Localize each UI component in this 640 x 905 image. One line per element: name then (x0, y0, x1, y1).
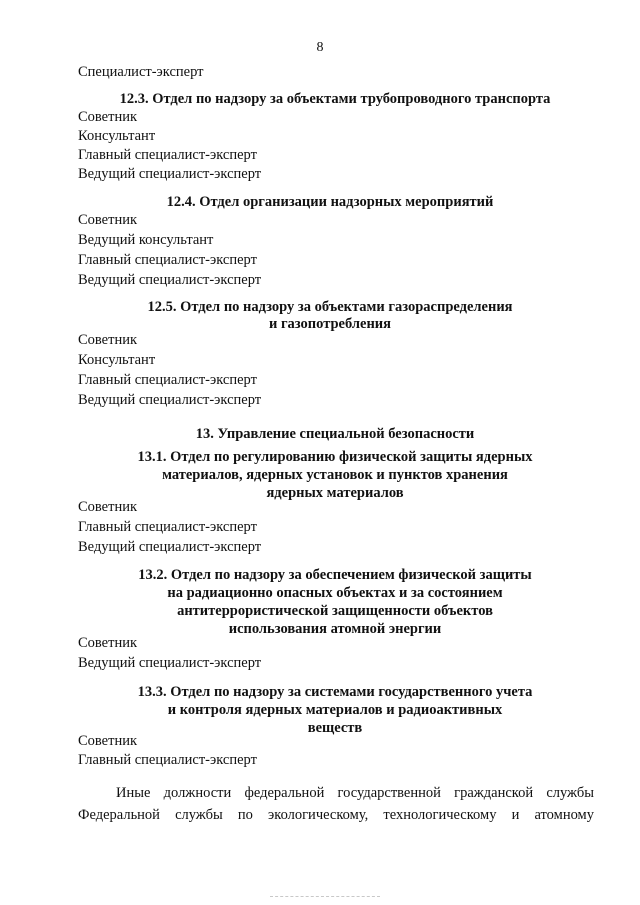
department-heading: 13. Управление специальной безопасности (195, 426, 475, 442)
position-item: Ведущий специалист-эксперт (78, 272, 262, 288)
section-heading: 13.1. Отдел по регулированию физической защиты ядерных (137, 449, 533, 465)
section-heading: 12.5. Отдел по надзору за объектами газораспределения (147, 299, 513, 315)
section-heading-cont: антитеррористической защищенности объектов (177, 603, 493, 619)
section-heading: 13.2. Отдел по надзору за обеспечением физической защиты (138, 567, 532, 583)
paragraph-line: Иные должности федеральной государственной гражданской службы (116, 785, 594, 801)
position-item: Советник (78, 733, 138, 749)
closing-paragraph (78, 782, 594, 826)
position-item: Советник (78, 499, 138, 515)
position-item: Главный специалист-эксперт (78, 519, 257, 535)
page-number: 8 (316, 40, 324, 55)
section-heading: 12.4. Отдел организации надзорных мероприятий (166, 194, 494, 210)
position-item: Советник (78, 635, 138, 651)
position-item: Главный специалист-эксперт (78, 752, 257, 768)
position-item: Ведущий специалист-эксперт (78, 655, 262, 671)
position-item: Ведущий специалист-эксперт (78, 166, 262, 182)
position-item: Главный специалист-эксперт (78, 372, 257, 388)
section-heading-cont: материалов, ядерных установок и пунктов хранения (162, 467, 508, 483)
section-heading-cont: использования атомной энергии (228, 621, 442, 637)
section-heading: 13.3. Отдел по надзору за системами государственного учета (137, 684, 533, 700)
section-heading: 12.3. Отдел по надзору за объектами трубопроводного транспорта (119, 91, 551, 107)
position-item: Главный специалист-эксперт (78, 252, 257, 268)
position-item: Специалист-эксперт (78, 64, 204, 80)
section-heading-cont: и контроля ядерных материалов и радиоактивных (167, 702, 503, 718)
section-heading-cont: веществ (307, 720, 363, 736)
position-item: Главный специалист-эксперт (78, 147, 257, 163)
position-item: Консультант (78, 352, 156, 368)
position-item: Ведущий специалист-эксперт (78, 539, 262, 555)
position-item: Советник (78, 212, 138, 228)
position-item: Советник (78, 109, 138, 125)
section-heading-cont: ядерных материалов (266, 485, 404, 501)
position-item: Советник (78, 332, 138, 348)
section-heading-cont: на радиационно опасных объектах и за состоянием (167, 585, 503, 601)
position-item: Ведущий специалист-эксперт (78, 392, 262, 408)
section-heading-cont: и газопотребления (268, 316, 392, 332)
paragraph-line: Федеральной службы по экологическому, технологическому и атомному (78, 807, 594, 823)
scan-artifact (270, 896, 380, 901)
position-item: Ведущий консультант (78, 232, 214, 248)
position-item: Консультант (78, 128, 156, 144)
